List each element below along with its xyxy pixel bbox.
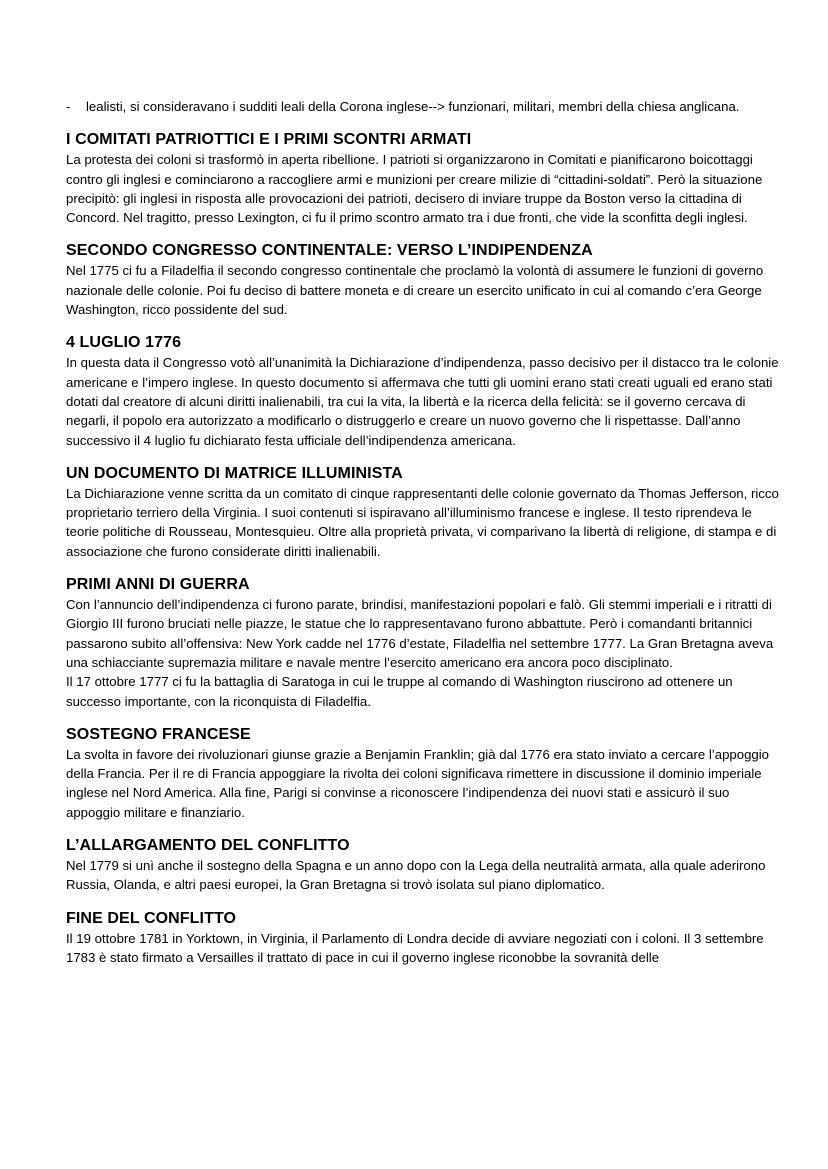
section-paragraph: La svolta in favore dei rivoluzionari giunse grazie a Benjamin Franklin; già dal 1776 era stato inviato a cercare l’appoggio della Francia. Per il re di Francia appoggiare la rivolta dei coloni significava rimettere in discussione il dominio imperiale inglese nel Nord America. Alla fine, Parigi si convinse a riconoscere l’indipendenza dei nuovi stati e assicurò il suo appoggio militare e finanziario.: [66, 746, 770, 820]
section-documento-illuminista: [66, 464, 786, 561]
section-fine-conflitto: [66, 909, 786, 968]
section-heading: 4 LUGLIO 1776: [66, 334, 182, 352]
bullet-dash: -: [66, 99, 71, 114]
section-comitati-patriottici: [66, 130, 786, 227]
section-allargamento-conflitto: [66, 836, 786, 895]
section-paragraph: Il 19 ottobre 1781 in Yorktown, in Virginia, il Parlamento di Londra decide di avviare negoziati con i coloni. Il 3 settembre 1783 è stato firmato a Versailles il trattato di pace in cui il governo inglese riconobbe la sovranità delle: [66, 930, 764, 965]
section-heading: SECONDO CONGRESSO CONTINENTALE: VERSO L’INDIPENDENZA: [66, 242, 593, 260]
section-secondo-congresso: [66, 241, 786, 319]
section-heading: L’ALLARGAMENTO DEL CONFLITTO: [66, 837, 350, 855]
section-heading: SOSTEGNO FRANCESE: [66, 725, 251, 743]
section-heading: FINE DEL CONFLITTO: [66, 909, 237, 927]
section-paragraph: Nel 1775 ci fu a Filadelfia il secondo congresso continentale che proclamò la volontà di assumere le funzioni di governo nazionale delle colonie. Poi fu deciso di battere moneta e di creare un esercito unificato in cui al comando c’era George Washington, ricco possidente del sud.: [66, 263, 764, 318]
section-paragraph: La protesta dei coloni si trasformò in aperta ribellione. I patrioti si organizzarono in Comitati e pianificarono boicottaggi contro gli inglesi e cominciarono a raccogliere armi e munizioni per creare milizie di “cittadini-soldati”. Però la situazione precipitò: gli inglesi in risposta alle provocazioni dei patrioti, decisero di inviare truppe da Boston verso la cittadina di Concord. Nel tragitto, presso Lexington, ci fu il primo scontro armato tra i due fronti, che vide la sconfitta degli inglesi.: [66, 152, 763, 226]
bullet-text: lealisti, si consideravano i sudditi leali della Corona inglese--> funzionari, militari, membri della chiesa anglicana.: [86, 99, 740, 114]
section-heading: UN DOCUMENTO DI MATRICE ILLUMINISTA: [66, 464, 403, 482]
intro-bullet: [66, 97, 786, 116]
section-primi-anni-guerra: [66, 575, 786, 711]
section-paragraph: In questa data il Congresso votò all’unanimità la Dichiarazione d’indipendenza, passo decisivo per il distacco tra le colonie americane e l’impero inglese. In questo documento si affermava che tutti gli uomini erano stati creati uguali ed erano stati dotati dal creatore di alcuni diritti inalienabili, tra cui la vita, la libertà e la ricerca della felicità: se il governo cercava di negarli, il popolo era autorizzato a modificarlo o distruggerlo e creare un nuovo governo che li rispettasse. Dall’anno successivo il 4 luglio fu dichiarato festa ufficiale dell’indipendenza americana.: [66, 355, 779, 448]
section-heading: I COMITATI PATRIOTTICI E I PRIMI SCONTRI ARMATI: [66, 131, 472, 149]
section-paragraph: Nel 1779 si unì anche il sostegno della Spagna e un anno dopo con la Lega della neutralità armata, alla quale aderirono Russia, Olanda, e altri paesi europei, la Gran Bretagna si trovò isolata sul piano diplomatico.: [66, 858, 766, 893]
section-paragraph: La Dichiarazione venne scritta da un comitato di cinque rappresentanti delle colonie governato da Thomas Jefferson, ricco proprietario terriero della Virginia. I suoi contenuti si ispiravano all’illuminismo francese e inglese. Il testo riprendeva le teorie politiche di Rousseau, Montesquieu. Oltre alla proprietà privata, vi comparivano la libertà di religione, di stampa e di associazione che furono considerate diritti inalienabili.: [66, 485, 779, 559]
section-paragraph: Il 17 ottobre 1777 ci fu la battaglia di Saratoga in cui le truppe al comando di Washington riuscirono ad ottenere un successo importante, con la riconquista di Filadelfia.: [66, 674, 733, 709]
section-4-luglio-1776: [66, 333, 786, 449]
section-paragraph: Con l’annuncio dell’indipendenza ci furono parate, brindisi, manifestazioni popolari e falò. Gli stemmi imperiali e i ritratti di Giorgio III furono bruciati nelle piazze, le statue che lo rappresentavano furono abbattute. Però i comandanti britannici passarono subito all’offensiva: New York cadde nel 1776 d’estate, Filadelfia nel settembre 1777. La Gran Bretagna aveva una schiacciante supremazia militare e navale mentre l’esercito americano era ancora poco disciplinato.: [66, 597, 774, 670]
section-heading: PRIMI ANNI DI GUERRA: [66, 576, 250, 594]
section-sostegno-francese: [66, 725, 786, 822]
